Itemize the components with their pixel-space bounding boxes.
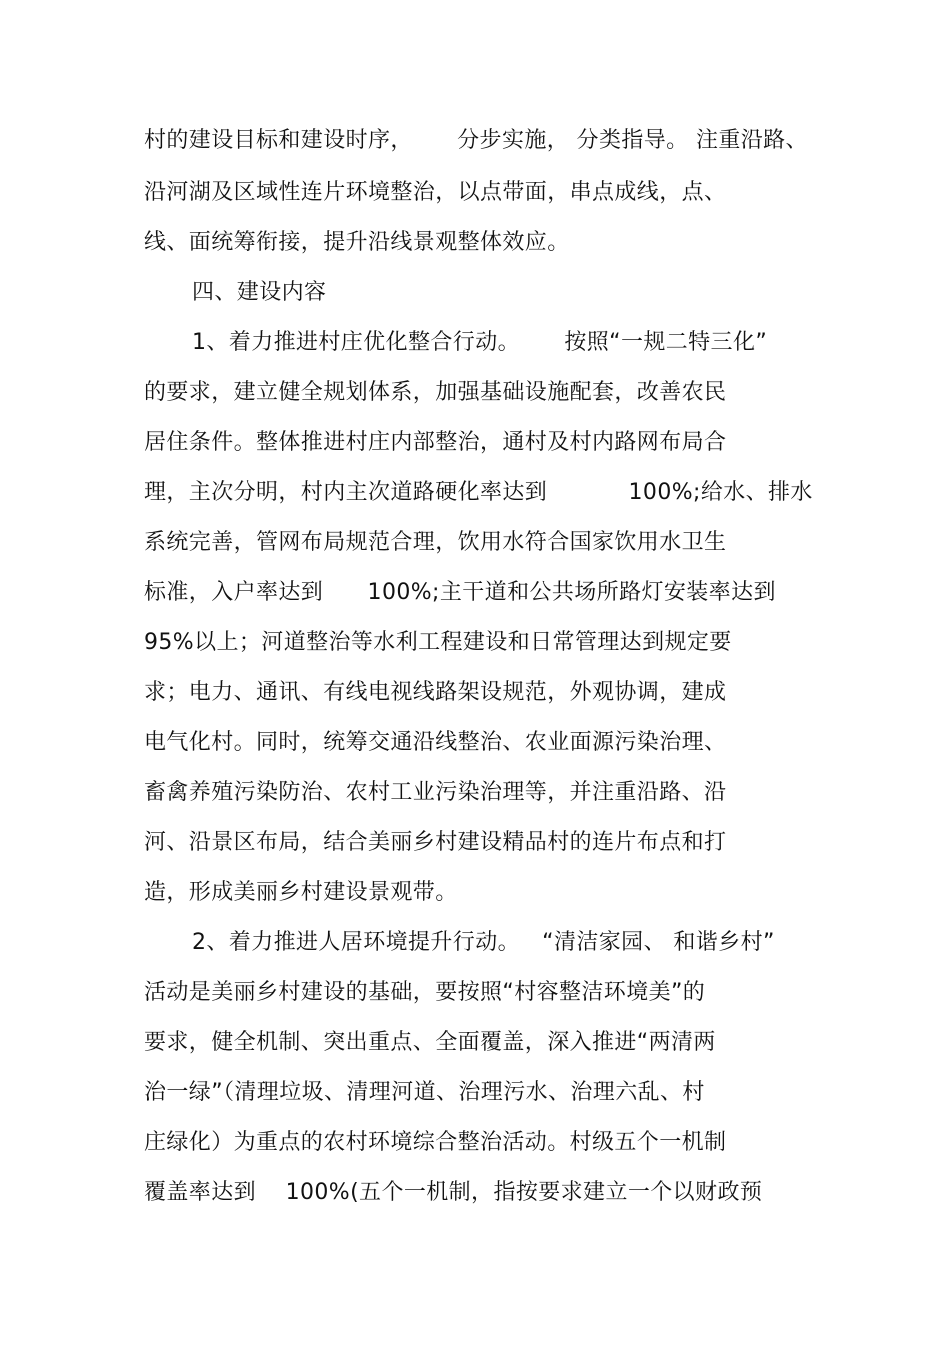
text-line: 95%以上；河道整治等水利工程建设和日常管理达到规定要 [144,630,732,655]
text-line: 活动是美丽乡村建设的基础，要按照“村容整洁环境美”的 [144,980,706,1005]
text-line: 河、沿景区布局，结合美丽乡村建设精品村的连片布点和打 [144,830,727,855]
text-line: 求；电力、通讯、有线电视线路架设规范，外观协调，建成 [144,680,727,705]
paragraph-start-line: 2、着力推进人居环境提升行动。 “清洁家园、 和谐乡村” [192,930,775,955]
text-line: 覆盖率达到 100%(五个一机制，指按要求建立一个以财政预 [144,1180,763,1205]
paragraph-start-line: 1、着力推进村庄优化整合行动。 按照“一规二特三化” [192,330,768,355]
text-line: 的要求，建立健全规划体系，加强基础设施配套，改善农民 [144,380,727,405]
text-line: 标准，入户率达到 100%;主干道和公共场所路灯安装率达到 [144,580,776,605]
text-line: 要求，健全机制、突出重点、全面覆盖，深入推进“两清两 [144,1030,716,1055]
text-line: 居住条件。整体推进村庄内部整治，通村及村内路网布局合 [144,430,727,455]
text-line: 理，主次分明，村内主次道路硬化率达到 100%;给水、排水 [144,480,813,505]
text-line: 造，形成美丽乡村建设景观带。 [144,880,458,905]
text-line: 系统完善，管网布局规范合理，饮用水符合国家饮用水卫生 [144,530,727,555]
text-line: 畜禽养殖污染防治、农村工业污染治理等，并注重沿路、沿 [144,780,727,805]
text-line: 庄绿化）为重点的农村环境综合整治活动。村级五个一机制 [144,1130,727,1155]
section-heading: 四、建设内容 [192,280,327,305]
text-line: 沿河湖及区域性连片环境整治，以点带面，串点成线，点、 [144,180,727,205]
text-line: 电气化村。同时，统筹交通沿线整治、农业面源污染治理、 [144,730,727,755]
text-line: 线、面统筹衔接，提升沿线景观整体效应。 [144,230,570,255]
text-line: 治一绿”（清理垃圾、清理河道、治理污水、治理六乱、村 [144,1080,705,1105]
text-line: 村的建设目标和建设时序， 分步实施， 分类指导。 注重沿路、 [144,128,808,153]
